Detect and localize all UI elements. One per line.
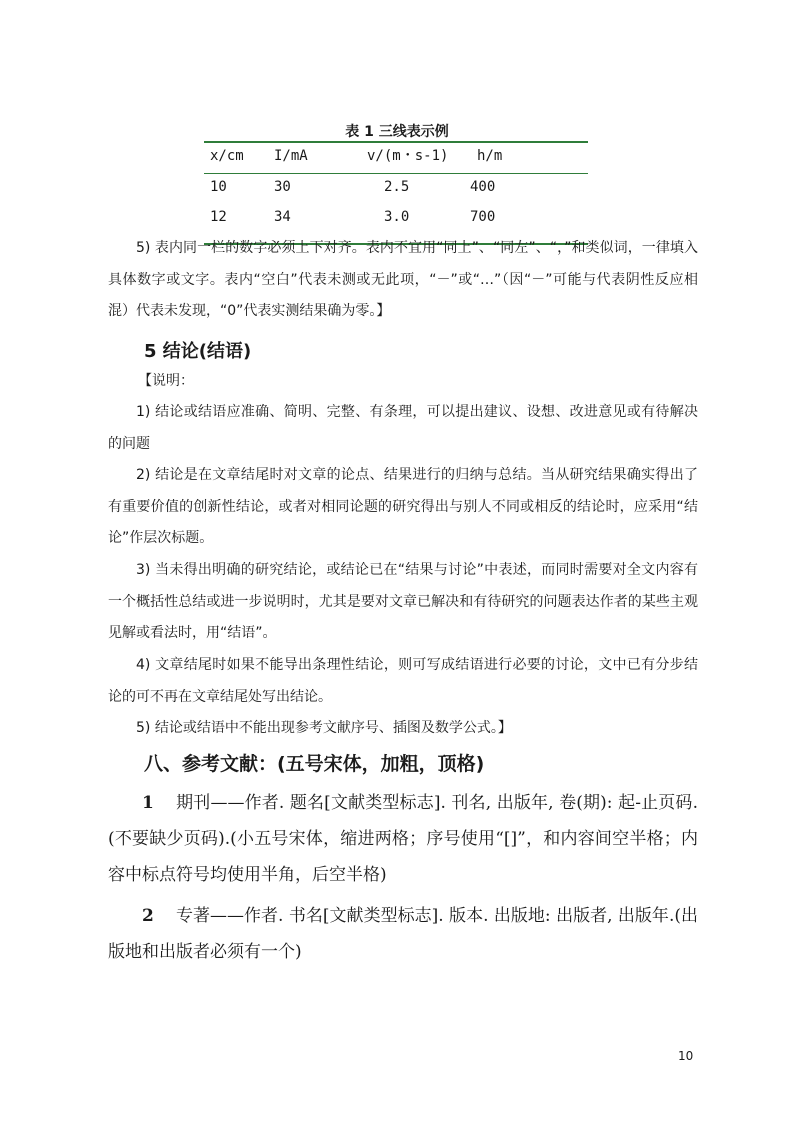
conclusion-note-3: 3) 当未得出明确的研究结论，或结论已在“结果与讨论”中表述，而同时需要对全文内容有一个概括性总结或进一步说明时，尤其是要对文章已解决和有待研究的问题表达作者的某些主观见解或看法时，用“结语”。 [108, 562, 698, 641]
table-note-5: 5) 表内同一栏的数字必须上下对齐。表内不宜用“同上”、“同左”、“，”和类似词，一律填入具体数字或文字。表内“空白”代表未测或无此项，“－”或“…”（因“－”可能与代表阴性反应相混）代表未发现，“0”代表实测结果确为零。】 [108, 240, 698, 319]
table-cell: 3.0 [384, 209, 410, 225]
conclusion-note-2: 2) 结论是在文章结尾时对文章的论点、结果进行的归纳与总结。当从研究结果确实得出了有重要价值的创新性结论，或者对相同论题的研究得出与别人不同或相反的结论时，应采用“结论”作层次标题。 [108, 467, 698, 546]
reference-marker: 1 [142, 793, 154, 813]
table-cell: 12 [210, 209, 227, 225]
reference-marker: 2 [142, 906, 154, 926]
table-header-cell: I/mA [274, 148, 308, 164]
section-5-note-label: 【说明： [138, 373, 194, 389]
reference-text: 专著——作者. 书名[文献类型标志]. 版本. 出版地: 出版者, 出版年.(出版地和出版者必须有一个) [108, 906, 698, 962]
table-cell: 2.5 [384, 179, 410, 195]
table-top-rule [204, 141, 588, 143]
conclusion-note-4: 4) 文章结尾时如果不能导出条理性结论，则可写成结语进行必要的讨论，文中已有分步结论的可不再在文章结尾处写出结论。 [108, 657, 698, 705]
reference-monograph [108, 898, 698, 970]
reference-text: 期刊——作者. 题名[文献类型标志]. 刊名, 出版年, 卷(期): 起-止页码.(不要缺少页码).(小五号宋体，缩进两格；序号使用“[]”，和内容间空半格；内容中标点符号均使用半角，后空半格) [108, 793, 698, 885]
table-header-cell: v/(m・s-1) [367, 148, 449, 164]
table-cell: 34 [274, 209, 291, 225]
section-5-heading: 5 结论(结语) [144, 341, 252, 362]
table-cell: 10 [210, 179, 227, 195]
conclusion-note-5: 5) 结论或结语中不能出现参考文献序号、插图及数学公式。】 [136, 720, 512, 736]
table-header-cell: h/m [477, 148, 503, 164]
conclusion-note-1: 1) 结论或结语应准确、简明、完整、有条理，可以提出建议、设想、改进意见或有待解决的问题 [108, 404, 698, 452]
reference-journal [108, 785, 698, 893]
table-header-rule [204, 173, 588, 174]
page-number: 10 [678, 1049, 694, 1063]
table-header-cell: x/cm [210, 148, 244, 164]
table-caption: 表 1 三线表示例 [345, 124, 449, 140]
table-cell: 30 [274, 179, 291, 195]
references-heading: 八、参考文献：(五号宋体，加粗，顶格) [144, 753, 485, 775]
three-line-table [204, 141, 588, 245]
table-cell: 700 [470, 209, 496, 225]
table-cell: 400 [470, 179, 496, 195]
